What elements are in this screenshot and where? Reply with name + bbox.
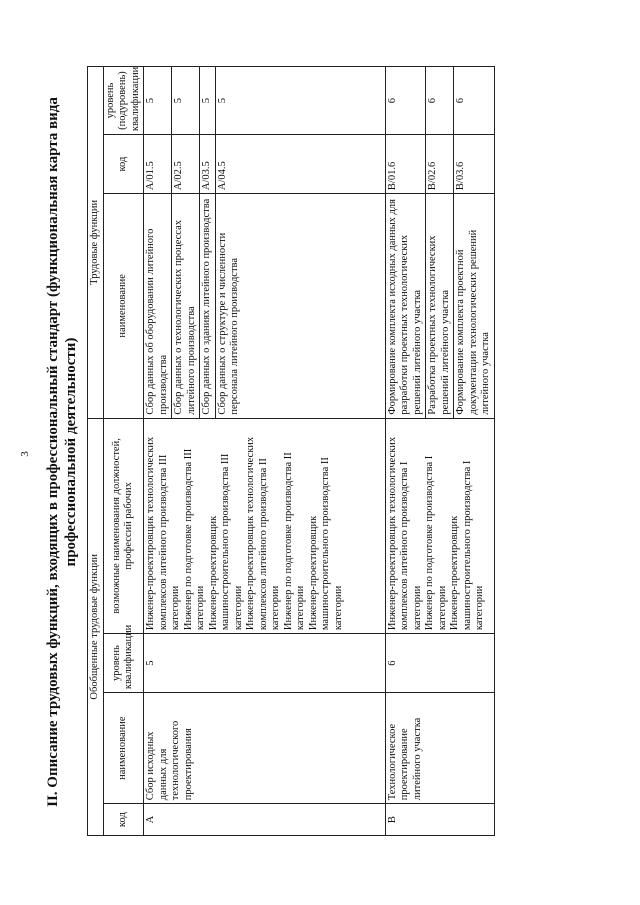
function-code: A/03.5	[200, 135, 216, 194]
group-positions	[385, 418, 494, 634]
position-item: Инженер по подготовке производства I категории	[424, 455, 448, 631]
header-tf-name: наименование	[103, 194, 144, 419]
position-item: Инженер по подготовке производства III категории	[182, 448, 206, 631]
function-level: 5	[144, 67, 172, 135]
function-name: Сбор данных о зданиях литейного производства	[200, 194, 216, 419]
position-item: Инженер-проектировщик технологических комплексов литейного производства II категории	[245, 436, 281, 631]
header-code: код	[103, 804, 144, 836]
table-row	[144, 67, 172, 836]
function-name: Формирование комплекта проектной документации технологических решений литейного участка	[454, 194, 495, 419]
group-positions	[144, 418, 386, 634]
position-item: Инженер-проектировщик машиностроительного производства II категории	[307, 457, 344, 631]
function-name: Сбор данных об оборудовании литейного производства	[144, 194, 172, 419]
header-row-2	[103, 67, 144, 836]
function-level: 5	[200, 67, 216, 135]
function-level: 6	[426, 67, 454, 135]
rotated-page-content	[40, 22, 600, 882]
header-tf-code: код	[103, 135, 144, 194]
section-title: II. Описание трудовых функций, входящих в профессиональный стандарт (функциональная карта вида профессиональной деятельности)	[45, 97, 79, 807]
group-code: A	[144, 804, 386, 836]
position-item: Инженер по подготовке производства II категории	[282, 452, 306, 631]
function-code: B/02.6	[426, 135, 454, 194]
function-name: Разработка проектных технологических решений литейного участка	[426, 194, 454, 419]
position-item: Инженер-проектировщик технологических комплексов литейного производства III категории	[145, 436, 181, 631]
group-name: Технологическое проектирование литейного участка	[385, 693, 494, 804]
function-code: A/02.5	[172, 135, 200, 194]
function-name: Сбор данных о структуре и численности персонала литейного производства	[215, 194, 385, 419]
position-item: Инженер-проектировщик технологических комплексов литейного производства I категории	[386, 436, 423, 631]
group-level: 6	[385, 634, 494, 693]
header-generalized: Обобщенные трудовые функции	[88, 418, 104, 835]
table-row	[385, 67, 426, 836]
function-level: 6	[385, 67, 426, 135]
function-level: 6	[454, 67, 495, 135]
group-level: 5	[144, 634, 386, 693]
group-code: B	[385, 804, 494, 836]
header-level: уровень квалификации	[103, 634, 144, 693]
header-row-1	[88, 67, 104, 836]
header-labor-functions: Трудовые функции	[88, 67, 104, 419]
page-number: 3	[18, 451, 31, 457]
function-code: A/04.5	[215, 135, 385, 194]
function-code: B/03.6	[454, 135, 495, 194]
position-item: Инженер-проектировщик машиностроительного производства III категории	[207, 453, 244, 631]
header-tf-level: уровень (подуровень) квалификации	[103, 67, 144, 135]
position-item: Инженер-проектировщик машиностроительного производства I категории	[449, 460, 485, 631]
functional-map-table	[87, 66, 495, 836]
function-name: Формирование комплекта исходных данных для разработки проектных технологических решений литейного участка	[385, 194, 426, 419]
header-name: наименование	[103, 693, 144, 804]
function-code: B/01.6	[385, 135, 426, 194]
header-positions: возможные наименования должностей, профессий рабочих	[103, 418, 144, 634]
function-level: 5	[215, 67, 385, 135]
function-code: A/01.5	[144, 135, 172, 194]
group-name: Сбор исходных данных для технологического проектирования	[144, 693, 386, 804]
function-name: Сбор данных о технологических процессах литейного производства	[172, 194, 200, 419]
function-level: 5	[172, 67, 200, 135]
